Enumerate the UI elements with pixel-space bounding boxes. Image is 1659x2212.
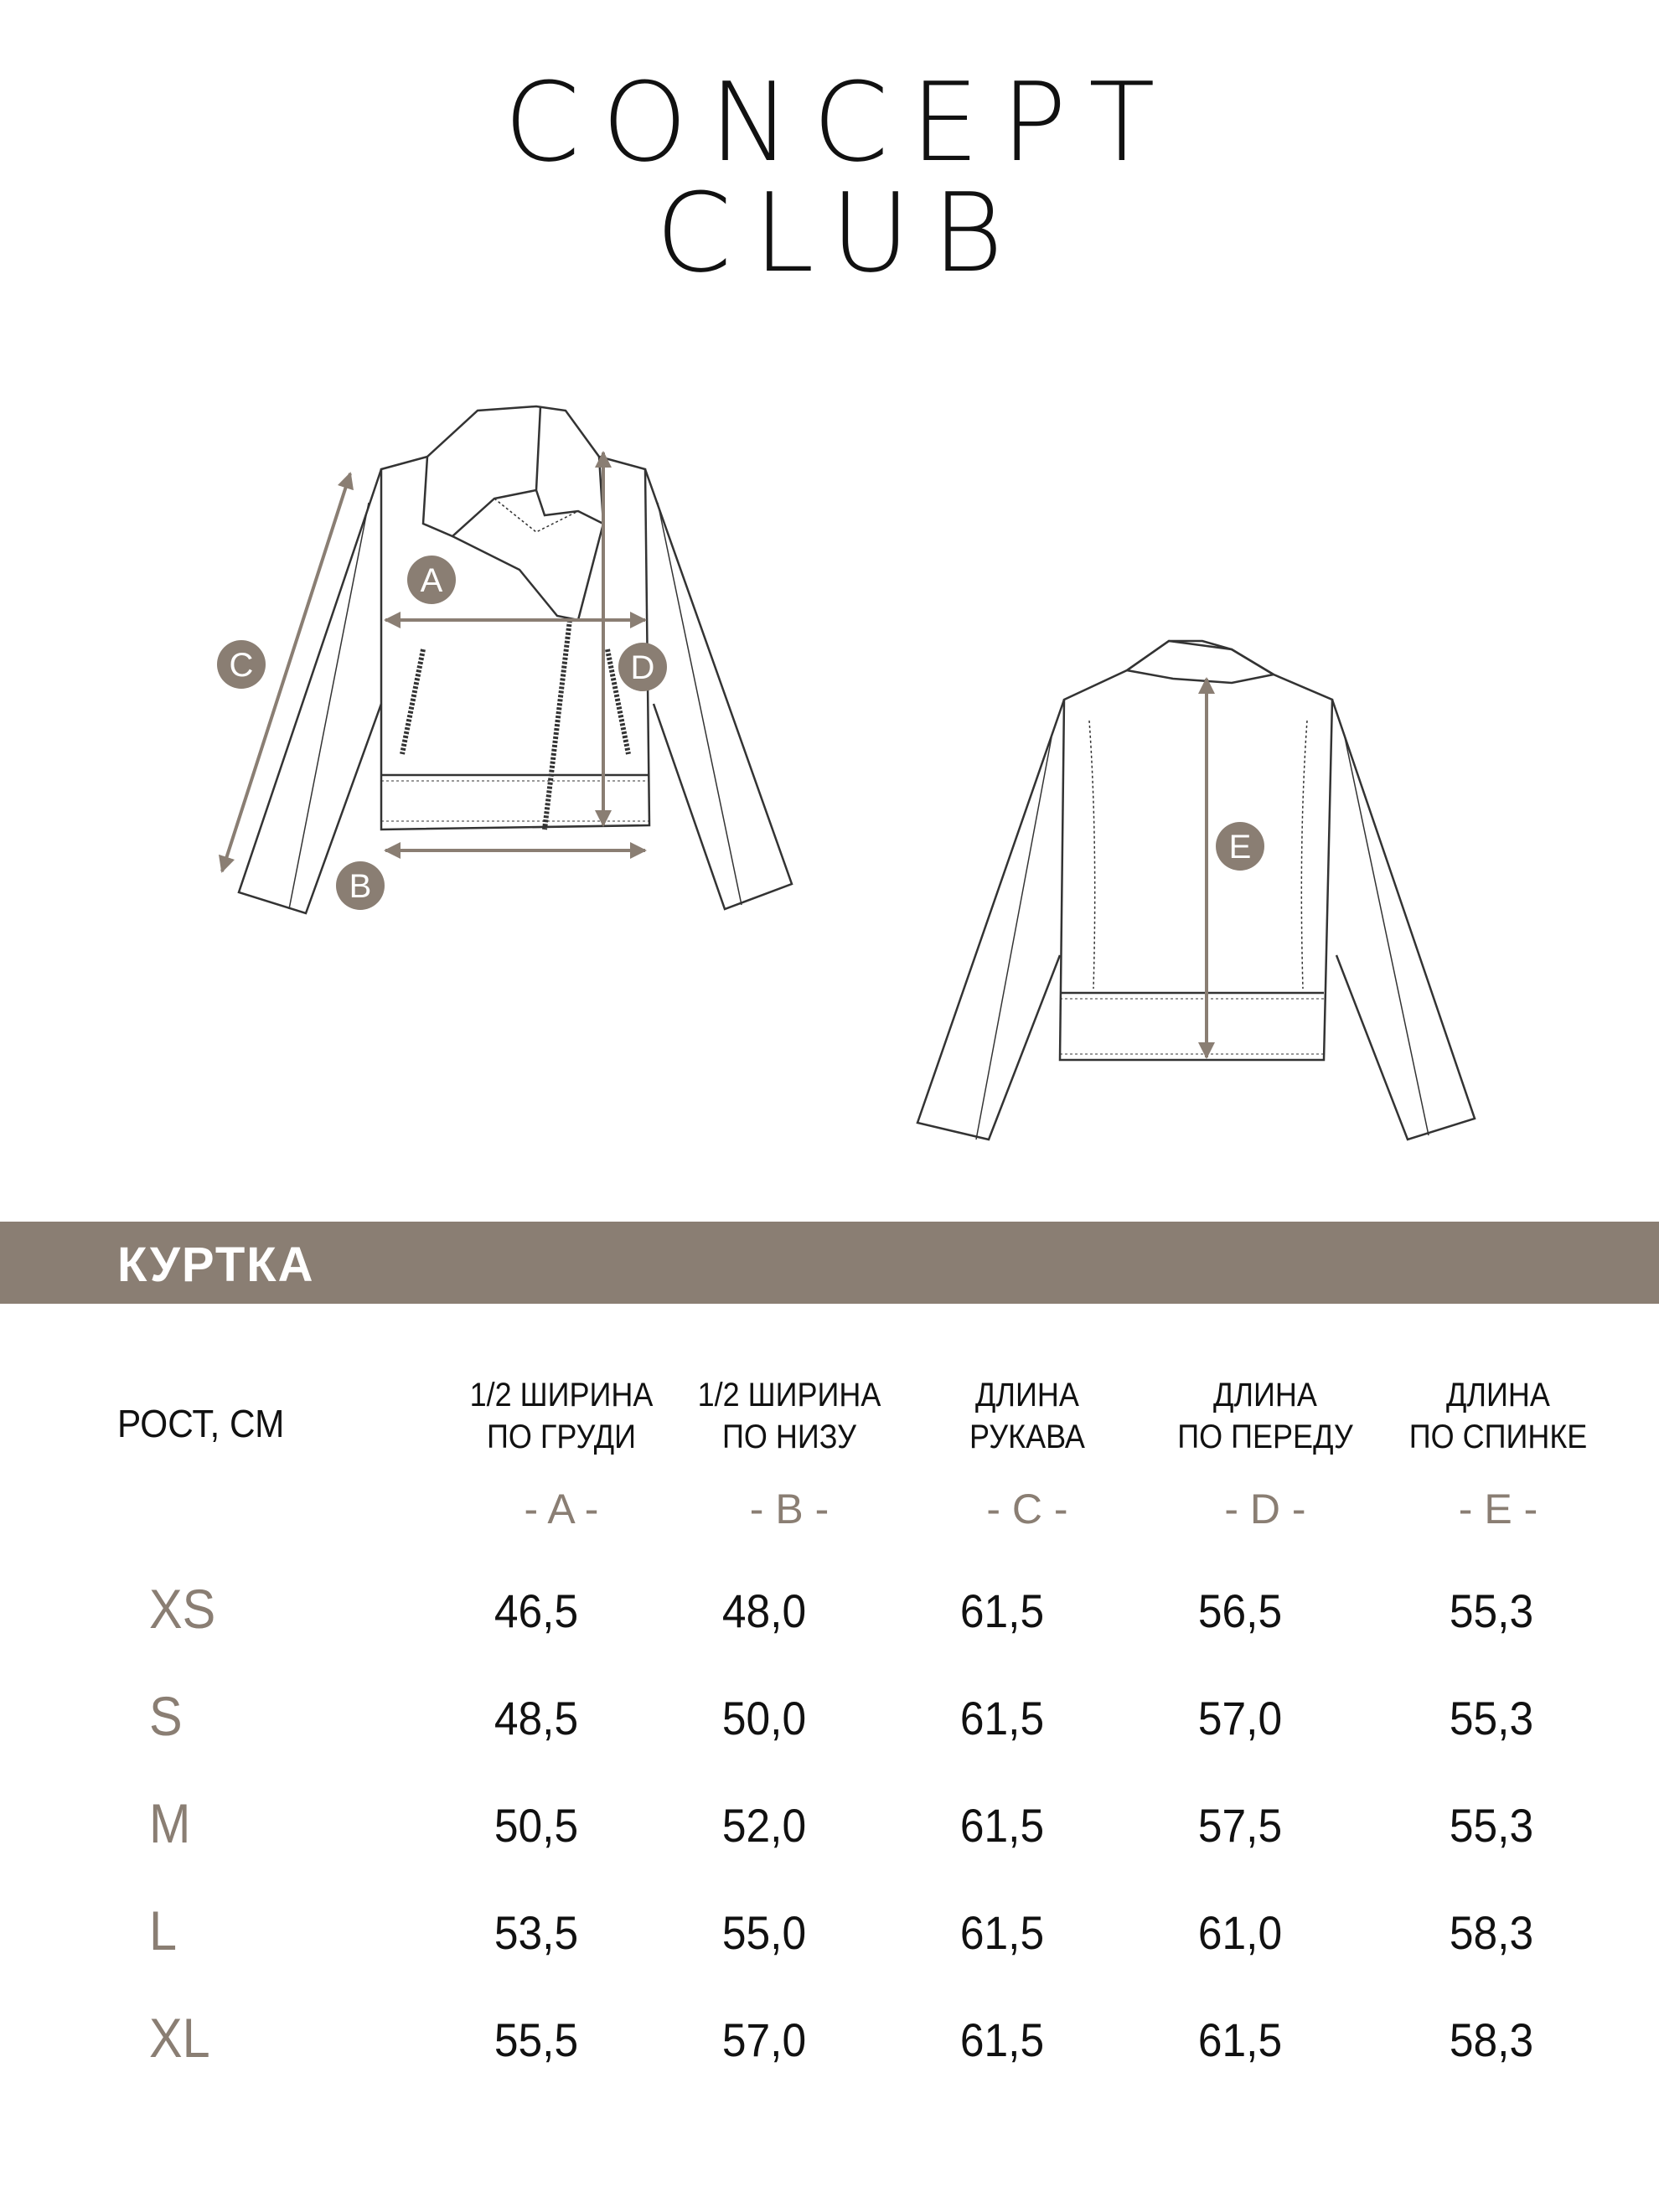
cell-m-c: 61,5: [959, 1799, 1045, 1852]
jacket-drawing-svg: [0, 369, 1659, 1173]
table-row-m: [0, 1791, 1659, 1899]
brand-line-2: CLUB: [655, 169, 1026, 297]
badge-a-label: A: [420, 562, 443, 599]
jacket-front-view: [239, 406, 792, 913]
cell-s-a: 48,5: [494, 1692, 579, 1744]
header-col-b: [691, 1374, 887, 1458]
back-left-sleeve: [917, 700, 1064, 1140]
section-banner: [0, 1222, 1659, 1304]
front-left-pocket: [402, 649, 423, 754]
back-collar: [1127, 641, 1274, 683]
jacket-back-view: [917, 641, 1475, 1140]
letter-d: - D -: [1224, 1486, 1306, 1532]
size-l: L: [149, 1899, 178, 1961]
header-col-e-line2: ПО СПИНКЕ: [1408, 1419, 1588, 1455]
cell-xs-b: 48,0: [721, 1584, 807, 1637]
cell-l-a: 53,5: [494, 1906, 579, 1959]
back-body: [1060, 641, 1332, 1060]
cell-xs-e: 55,3: [1449, 1584, 1534, 1637]
front-left-sleeve: [239, 469, 381, 913]
header-col-c-line2: РУКАВА: [969, 1419, 1085, 1455]
back-right-sleeve: [1332, 700, 1475, 1140]
size-m: M: [149, 1792, 191, 1854]
header-col-a-line1: 1/2 ШИРИНА: [469, 1377, 654, 1414]
front-lapel: [452, 524, 603, 620]
letter-row: [0, 1485, 1659, 1543]
cell-xs-c: 61,5: [959, 1584, 1045, 1637]
badge-e-label: E: [1228, 829, 1252, 866]
header-col-e: [1400, 1374, 1596, 1458]
cell-xs-d: 56,5: [1197, 1584, 1283, 1637]
badge-b: [336, 861, 385, 910]
table-row-xl: [0, 2006, 1659, 2113]
cell-xl-d: 61,5: [1197, 2013, 1283, 2066]
header-height-cm: РОСТ, СМ: [117, 1402, 285, 1445]
letter-a: - A -: [524, 1486, 599, 1532]
front-body: [381, 406, 649, 830]
table-row-l: [0, 1899, 1659, 2006]
jacket-technical-drawing: [0, 369, 1659, 1173]
header-col-d-line2: ПО ПЕРЕДУ: [1177, 1419, 1353, 1455]
badge-a: [407, 556, 456, 604]
brand-line-1: CONCEPT: [504, 59, 1177, 186]
header-col-c-line1: ДЛИНА: [975, 1377, 1079, 1414]
badge-d-label: D: [630, 649, 655, 686]
front-zipper: [545, 620, 570, 830]
size-xs: XS: [149, 1578, 216, 1640]
cell-xl-a: 55,5: [494, 2013, 579, 2066]
section-title: КУРТКА: [117, 1238, 315, 1292]
badge-b-label: B: [349, 868, 372, 905]
header-col-b-line2: ПО НИЗУ: [722, 1419, 856, 1455]
header-col-e-line1: ДЛИНА: [1446, 1377, 1550, 1414]
header-col-d: [1167, 1374, 1363, 1458]
badge-e: [1216, 822, 1264, 871]
cell-l-b: 55,0: [721, 1906, 807, 1959]
badge-c-label: C: [229, 647, 254, 684]
cell-m-e: 55,3: [1449, 1799, 1534, 1852]
cell-m-d: 57,5: [1197, 1799, 1283, 1852]
cell-l-d: 61,0: [1197, 1906, 1283, 1959]
brand-logo: [0, 59, 1659, 297]
letter-e: - E -: [1458, 1486, 1538, 1532]
cell-m-a: 50,5: [494, 1799, 579, 1852]
cell-s-e: 55,3: [1449, 1692, 1534, 1744]
letter-b: - B -: [749, 1486, 830, 1532]
header-col-d-line1: ДЛИНА: [1213, 1377, 1317, 1414]
front-right-sleeve: [645, 469, 792, 909]
cell-s-b: 50,0: [721, 1692, 807, 1744]
cell-l-c: 61,5: [959, 1906, 1045, 1959]
cell-xl-c: 61,5: [959, 2013, 1045, 2066]
header-col-a-line2: ПО ГРУДИ: [486, 1419, 637, 1455]
cell-m-b: 52,0: [721, 1799, 807, 1852]
size-s: S: [149, 1685, 183, 1747]
table-row-s: [0, 1684, 1659, 1791]
table-header: [0, 1357, 1659, 1475]
cell-xs-a: 46,5: [494, 1584, 579, 1637]
header-col-a: [463, 1374, 659, 1458]
table-row-xs: [0, 1577, 1659, 1684]
badge-c: [217, 640, 266, 689]
badge-d: [618, 643, 667, 691]
header-col-b-line1: 1/2 ШИРИНА: [697, 1377, 881, 1414]
cell-xl-b: 57,0: [721, 2013, 807, 2066]
size-xl: XL: [149, 2007, 210, 2069]
cell-s-c: 61,5: [959, 1692, 1045, 1744]
front-measurements: [222, 452, 645, 871]
cell-l-e: 58,3: [1449, 1906, 1534, 1959]
header-col-c: [929, 1374, 1125, 1458]
cell-s-d: 57,0: [1197, 1692, 1283, 1744]
cell-xl-e: 58,3: [1449, 2013, 1534, 2066]
letter-c: - C -: [986, 1486, 1068, 1532]
